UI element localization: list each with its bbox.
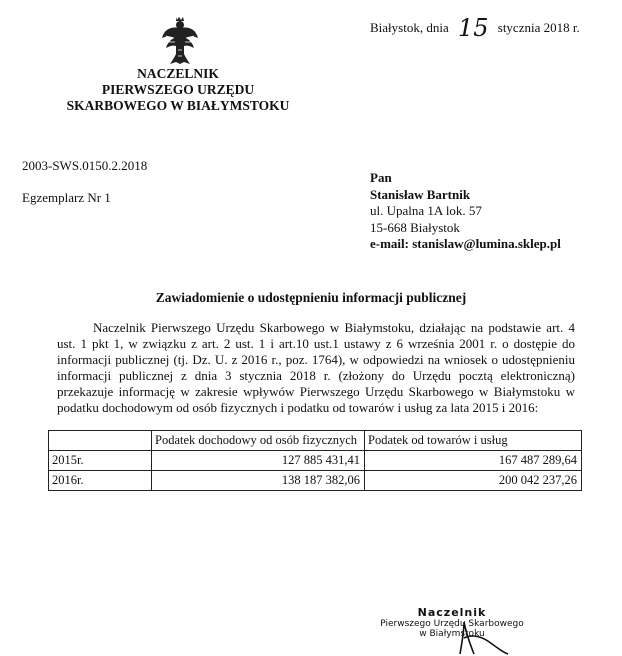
issuer-line-2: PIERWSZEGO URZĘDU: [101, 82, 255, 97]
addressee-salutation: Pan: [370, 170, 392, 185]
table-row-year: 2015r.: [49, 451, 152, 471]
table-cell-vat: 200 042 237,26: [365, 471, 582, 491]
signature-line-2: w Białymstoku: [419, 629, 485, 639]
table-cell-income-tax: 138 187 382,06: [152, 471, 365, 491]
reference-number: 2003-SWS.0150.2.2018: [22, 158, 148, 173]
signature-line-1: Pierwszego Urzędu Skarbowego: [380, 619, 524, 629]
addressee-street: ul. Upalna 1A lok. 57: [370, 203, 482, 218]
table-header-cell: [49, 431, 152, 451]
addressee-email: e-mail: stanislaw@lumina.sklep.pl: [370, 236, 561, 251]
document-subject: Zawiadomienie o udostępnieniu informacji publicznej: [155, 290, 467, 305]
table-cell-vat: 167 487 289,64: [365, 451, 582, 471]
table-row: [49, 471, 582, 491]
eagle-emblem-icon: [160, 16, 200, 66]
issuer-line-1: NACZELNIK: [137, 66, 219, 81]
body-paragraph: [57, 320, 575, 416]
place-date-suffix: stycznia 2018 r.: [497, 20, 580, 35]
addressee-block: [370, 170, 561, 253]
table-header-row: [49, 431, 582, 451]
tax-revenue-table: [48, 430, 582, 491]
handwritten-signature-icon: [452, 614, 512, 656]
table-row: [49, 451, 582, 471]
body-text: Naczelnik Pierwszego Urzędu Skarbowego w Białymstoku, działając na podstawie art. 4 ust. 1 pkt 1, w związku z art. 2 ust. 1 i art.10 ust.1 ustawy z 6 września 2001 r. o dostępie do informacji publicznej (tj. Dz. U. z 2016 r., poz. 1764), w odpowiedzi na wniosek o udostępnieniu informacji publicznej z dnia 3 stycznia 2018 r. (złożony do Urzędu pocztą elektroniczną) przekazuje informację w zakresie wpływów Pierwszego Urzędu Skarbowego w Białymstoku w podatku dochodowym od osób fizycznych i podatku od towarów i usług za lata 2015 i 2016:: [57, 320, 575, 415]
issuer-block: [62, 66, 294, 114]
place-date-prefix: Białystok, dnia: [370, 20, 449, 35]
handwritten-day: 15: [457, 14, 489, 42]
addressee-name: Stanisław Bartnik: [370, 186, 471, 202]
table-header-cell: Podatek od towarów i usług: [365, 431, 582, 451]
addressee-city: 15-668 Białystok: [370, 219, 460, 235]
table-cell-income-tax: 127 885 431,41: [152, 451, 365, 471]
place-date: [370, 10, 580, 42]
table-header-cell: Podatek dochodowy od osób fizycznych: [152, 431, 365, 451]
table-row-year: 2016r.: [49, 471, 152, 491]
signature-title: Naczelnik: [417, 606, 487, 619]
issuer-line-3: SKARBOWEGO W BIAŁYMSTOKU: [66, 98, 290, 113]
copy-number: Egzemplarz Nr 1: [22, 190, 111, 205]
